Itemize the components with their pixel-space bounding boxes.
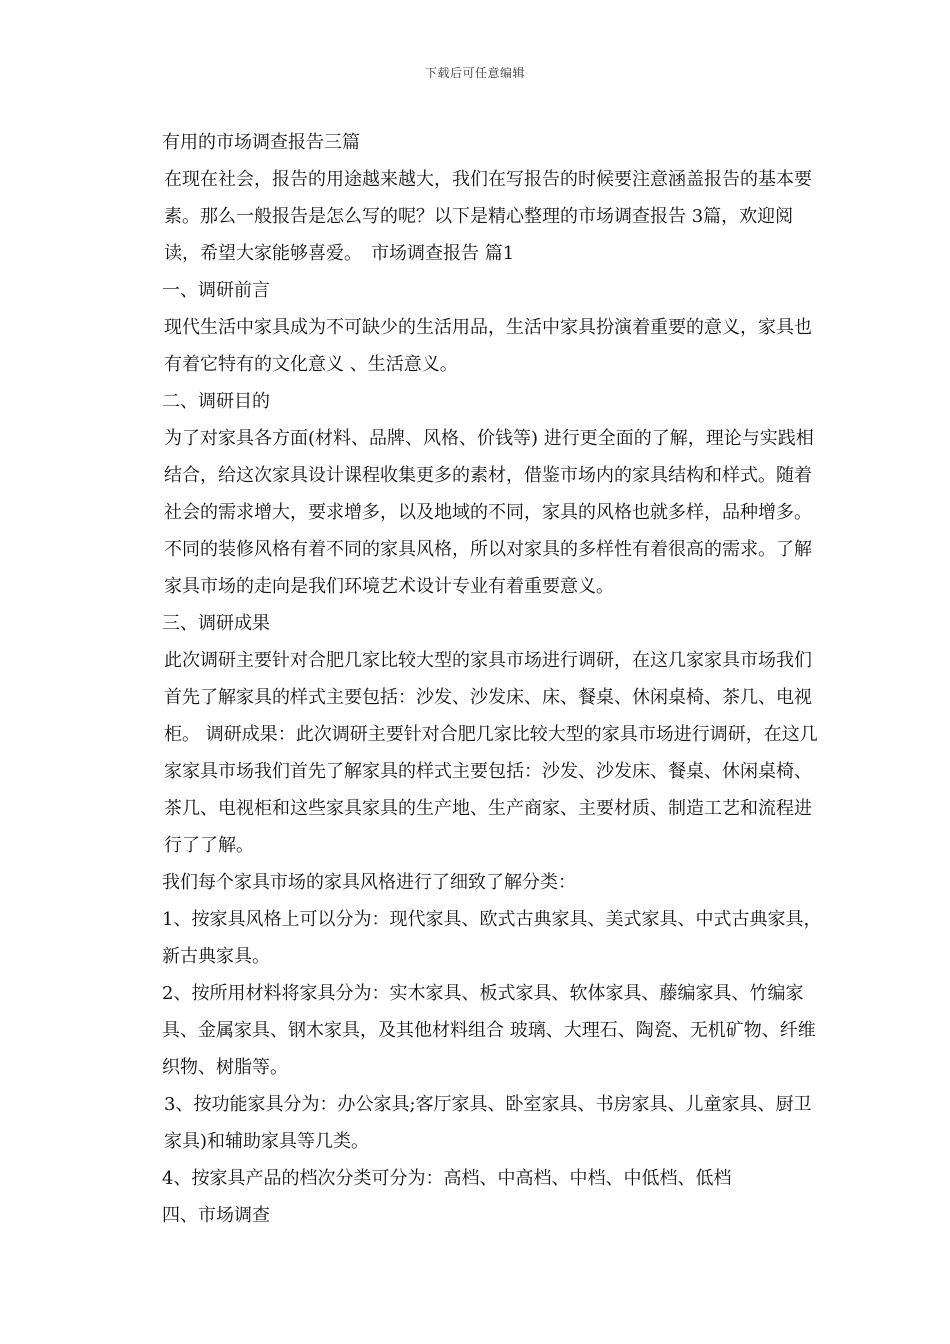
section-paragraph-results: 此次调研主要针对合肥几家比较大型的家具市场进行调研，在这几家家具市场我们首先了解家具的样式主要包括：沙发、沙发床、床、餐桌、休闲桌椅、茶几、电视柜。 调研成果：此次调研主要针对合肥几家比较大型的家具市场进行调研，在这几家家具市场我们首先了解家具的样式主要包括：沙发、沙发床、餐桌、休闲桌椅、茶几、电视柜和这些家具家具的生产地、生产商家、主要材质、制造工艺和流程进行了了解。: [164, 650, 818, 856]
section-heading-purpose: 二、调研目的: [162, 391, 270, 412]
section-paragraph-preface: 现代生活中家具成为不可缺少的生活用品，生活中家具扮演着重要的意义，家具也有着它特有的文化意义 、生活意义。: [164, 317, 812, 375]
section-heading-preface: 一、调研前言: [162, 280, 270, 301]
header-note: 下载后可任意编辑: [424, 66, 525, 80]
intro-paragraph: 在现在社会，报告的用途越来越大，我们在写报告的时候要注意涵盖报告的基本要素。那么一般报告是怎么写的呢？以下是精心整理的市场调查报告 3篇，欢迎阅读，希望大家能够喜爱。 市场调查报告 篇1: [164, 169, 812, 264]
document-title: 有用的市场调查报告三篇: [162, 132, 360, 153]
list-item: 2、按所用材料将家具分为：实木家具、板式家具、软体家具、藤编家具、竹编家具、金属家具、钢木家具，及其他材料组合 玻璃、大理石、陶瓷、无机矿物、纤维织物、树脂等。: [162, 983, 816, 1078]
section-heading-market-survey: 四、市场调查: [162, 1205, 270, 1226]
section-paragraph-purpose: 为了对家具各方面(材料、品牌、风格、价钱等) 进行更全面的了解，理论与实践相结合，给这次家具设计课程收集更多的素材，借鉴市场内的家具结构和样式。随着社会的需求增大，要求增多，以及地域的不同，家具的风格也就多样，品种增多。不同的装修风格有着不同的家具风格，所以对家具的多样性有着很高的需求。了解家具市场的走向是我们环境艺术设计专业有着重要意义。: [164, 428, 814, 597]
list-item: 3、按功能家具分为：办公家具;客厅家具、卧室家具、书房家具、儿童家具、厨卫家具)和辅助家具等几类。: [164, 1094, 812, 1152]
list-item: 1、按家具风格上可以分为：现代家具、欧式古典家具、美式家具、中式古典家具，新古典家具。: [162, 909, 822, 967]
list-item: 4、按家具产品的档次分类可分为：高档、中高档、中档、中低档、低档: [162, 1168, 732, 1189]
document-body: [146, 124, 826, 1234]
classification-intro: 我们每个家具市场的家具风格进行了细致了解分类：: [162, 872, 576, 893]
section-heading-results: 三、调研成果: [162, 613, 270, 634]
